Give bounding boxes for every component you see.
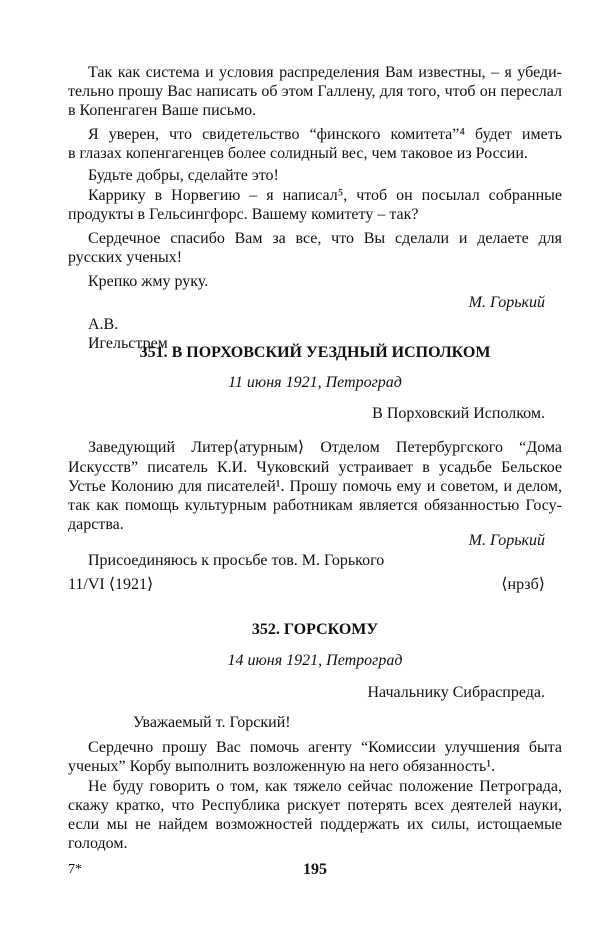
recipient-initials: А.В. bbox=[88, 316, 119, 333]
text-line: Устье Колонию для писателей¹. Прошу помочь ему и советом, и делом, bbox=[68, 478, 562, 495]
text-line: скажу кратко, что Республика рискует потерять всех деятелей науки, bbox=[68, 797, 562, 814]
text-line: Не буду говорить о том, как тяжело сейчас положение Петрограда, bbox=[88, 778, 562, 795]
text-line: в Копенгаген Ваше письмо. bbox=[68, 102, 257, 119]
addendum: Присоединяюсь к просьбе тов. М. Горького bbox=[88, 552, 385, 569]
text-line: если мы не найдем возможностей поддержать их силы, истощаемые bbox=[68, 816, 562, 833]
text-line: Сердечное спасибо Вам за все, что Вы сделали и делаете для bbox=[88, 230, 562, 247]
date-place: 11 июня 1921, Петроград bbox=[228, 374, 402, 391]
signature: М. Горький bbox=[468, 532, 545, 549]
text-line: Сердечно прошу Вас помочь агенту “Комиссии улучшения быта bbox=[88, 739, 562, 756]
addressee: В Порховский Исполком. bbox=[372, 405, 545, 422]
text-line: Крепко жму руку. bbox=[88, 273, 209, 290]
text-line: так как помощь культурным работникам является обязанностью Госу- bbox=[68, 497, 562, 514]
page-number: 195 bbox=[303, 861, 327, 878]
salutation: Уважаемый т. Горский! bbox=[133, 714, 291, 731]
text-line: тельно прошу Вас написать об этом Галлену, для того, чтоб он переслал bbox=[68, 83, 562, 100]
text-line: голодом. bbox=[68, 835, 128, 852]
addressee: Начальнику Сибраспреда. bbox=[367, 684, 545, 701]
illegible-signature: ⟨нрзб⟩ bbox=[501, 576, 545, 593]
text-line: Я уверен, что свидетельство “финского комитета”⁴ будет иметь bbox=[88, 126, 562, 143]
text-line: Искусств” писатель К.И. Чуковский устраивает в усадьбе Бельское bbox=[68, 459, 562, 476]
text-line: Заведующий Литер⟨атурным⟩ Отделом Петербургского “Дома bbox=[88, 439, 562, 456]
text-line: Будьте добры, сделайте это! bbox=[88, 167, 279, 184]
signature: М. Горький bbox=[468, 294, 545, 311]
section-title: 352. ГОРСКОМУ bbox=[251, 621, 379, 638]
text-line: ученых” Корбу выполнить возложенную на него обязанность¹. bbox=[68, 758, 496, 775]
date-place: 14 июня 1921, Петроград bbox=[227, 652, 403, 669]
text-line: продукты в Гельсингфорс. Вашему комитету – так? bbox=[68, 206, 419, 223]
text-line: Так как система и условия распределения Вам известны, – я убеди- bbox=[88, 64, 562, 81]
text-line: дарства. bbox=[68, 516, 124, 533]
recipient-name: Игельстрем bbox=[88, 335, 168, 352]
signature-mark: 7* bbox=[68, 862, 82, 877]
text-line: в глазах копенгагенцев более солидный вес, чем таковое из России. bbox=[68, 145, 528, 162]
text-line: русских ученых! bbox=[68, 249, 183, 266]
text-line: Каррику в Норвегию – я написал⁵, чтоб он посылал собранные bbox=[88, 187, 562, 204]
section-title: 351. В ПОРХОВСКИЙ УЕЗДНЫЙ ИСПОЛКОМ bbox=[139, 344, 491, 361]
addendum-date: 11/VI ⟨1921⟩ bbox=[68, 576, 154, 593]
